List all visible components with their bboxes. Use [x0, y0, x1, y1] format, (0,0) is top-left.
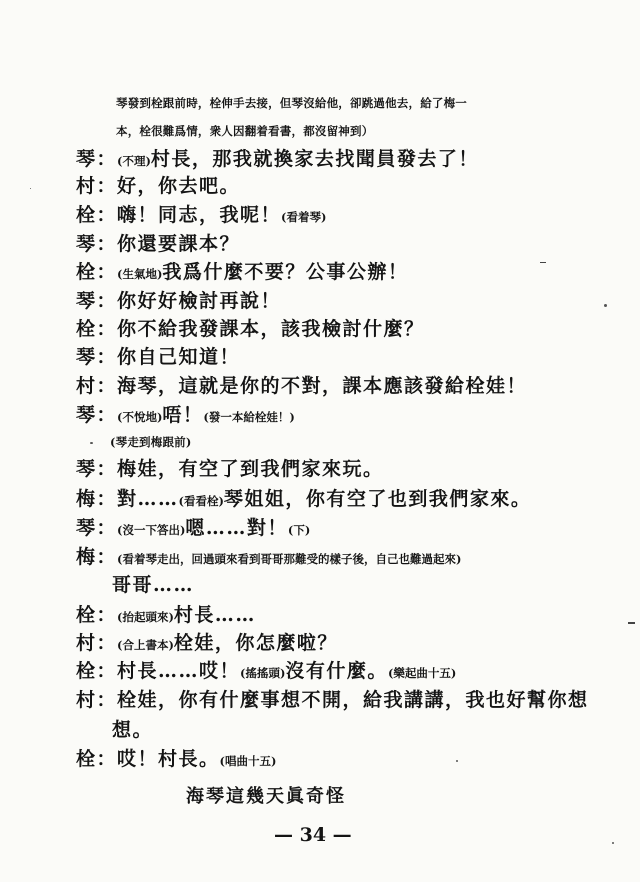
dialogue-line: [76, 177, 240, 196]
speaker-label: 村：: [76, 175, 118, 197]
stage-note: (看着琴): [281, 210, 327, 224]
dialogue-text: 沒有什麼。: [285, 660, 388, 682]
stage-note: (不悅地): [117, 410, 163, 424]
speaker-label: 村：: [76, 689, 118, 711]
dialogue-line: [76, 691, 589, 710]
scan-speck: [540, 262, 546, 263]
dialogue-text: 你不給我發課本，該我檢討什麼？: [117, 318, 425, 340]
dialogue-text: 栓娃，你有什麼事想不開，給我講講，我也好幫你想: [117, 689, 589, 711]
dialogue-line: [76, 377, 527, 396]
dialogue-text: 你還要課本？: [117, 233, 241, 255]
dialogue-text: 村長……: [173, 604, 256, 626]
dialogue-text: 我爲什麼不要？公事公辦！: [162, 261, 409, 283]
dialogue-line: [76, 606, 256, 625]
dialogue-line: [76, 320, 425, 339]
dialogue-line: [76, 490, 531, 509]
dialogue-text: 梅娃，有空了到我們家來玩。: [117, 458, 384, 480]
stage-note: (看着琴走出，回過頭來看到哥哥那難受的樣子後，自己也難過起來): [117, 552, 462, 566]
dialogue-text: 好，你去吧。: [117, 175, 241, 197]
speaker-label: 琴：: [76, 404, 118, 426]
stage-note: (下): [287, 523, 311, 537]
dialogue-text: 海琴，這就是你的不對，課本應該發給栓娃！: [117, 375, 528, 397]
speaker-label: 琴：: [76, 290, 118, 312]
dialogue-line: [76, 662, 456, 681]
dialogue-text: 你好好檢討再說！: [117, 290, 282, 312]
speaker-label: 栓：: [76, 204, 118, 226]
speaker-label: 梅：: [76, 546, 118, 568]
song-line: 海琴這幾天眞奇怪: [186, 786, 346, 807]
scan-speck: [604, 304, 607, 307]
dialogue-text: 對……: [117, 488, 179, 510]
speaker-label: 琴：: [76, 346, 118, 368]
dialogue-line: [76, 406, 295, 425]
dialogue-line: [76, 634, 338, 653]
speaker-label: 栓：: [76, 261, 118, 283]
stage-note: (不理): [117, 154, 151, 168]
dialogue-continuation: 想。: [112, 719, 154, 741]
stage-note: (抬起頭來): [117, 610, 174, 624]
dialogue-line: [76, 235, 240, 254]
page-number: — 34 —: [274, 824, 352, 846]
stage-direction: 琴發到栓跟前時，栓伸手去接，但琴沒給他，卻跳過他去，給了梅一: [116, 96, 467, 110]
scan-speck: [612, 842, 614, 844]
dialogue-line: [76, 206, 326, 225]
scan-speck: [90, 442, 93, 444]
stage-direction: (琴走到梅跟前): [110, 435, 192, 449]
dialogue-line: [76, 292, 281, 311]
speaker-label: 琴：: [76, 148, 118, 170]
speaker-label: 梅：: [76, 488, 118, 510]
speaker-label: 栓：: [76, 748, 118, 770]
scan-speck: [628, 622, 635, 624]
stage-note: (唱曲十五): [219, 754, 277, 768]
speaker-label: 村：: [76, 375, 118, 397]
speaker-label: 琴：: [76, 458, 118, 480]
speaker-label: 栓：: [76, 318, 118, 340]
speaker-label: 栓：: [76, 660, 118, 682]
speaker-label: 栓：: [76, 604, 118, 626]
dialogue-text: 唔！: [162, 404, 204, 426]
speaker-label: 村：: [76, 632, 118, 654]
dialogue-text: 村長，那我就換家去找聞員發去了！: [150, 148, 479, 170]
dialogue-line: [76, 548, 461, 567]
speaker-label: 琴：: [76, 233, 118, 255]
dialogue-text: 你自己知道！: [117, 346, 241, 368]
dialogue-line: [76, 348, 240, 367]
stage-note: (看看栓): [178, 494, 224, 508]
dialogue-line: [76, 519, 310, 538]
dialogue-line: [76, 460, 384, 479]
dialogue-text: 嗯……對！: [185, 517, 288, 539]
dialogue-continuation: 哥哥……: [112, 574, 195, 596]
stage-note: (生氣地): [117, 267, 163, 281]
scan-speck: [30, 188, 31, 189]
stage-note: (發一本給栓娃！): [203, 410, 295, 424]
dialogue-line: [76, 150, 479, 169]
stage-direction: 本，栓很難爲情，衆人因翻着看書，都沒留神到）: [116, 124, 374, 138]
dialogue-text: 村長……哎！: [117, 660, 241, 682]
dialogue-text: 琴姐姐，你有空了也到我們家來。: [223, 488, 532, 510]
speaker-label: 琴：: [76, 517, 118, 539]
stage-note: (合上書本): [117, 638, 174, 652]
dialogue-text: 栓娃，你怎麼啦？: [173, 632, 338, 654]
dialogue-line: [76, 750, 276, 769]
scan-speck: [456, 760, 458, 762]
stage-note: (樂起曲十五): [387, 666, 457, 680]
dialogue-line: [76, 263, 408, 282]
stage-note: (搖搖頭): [240, 666, 286, 680]
dialogue-text: 哎！村長。: [117, 748, 220, 770]
stage-note: (沒一下答出): [117, 523, 186, 537]
dialogue-text: 嗨！同志，我呢！: [117, 204, 282, 226]
